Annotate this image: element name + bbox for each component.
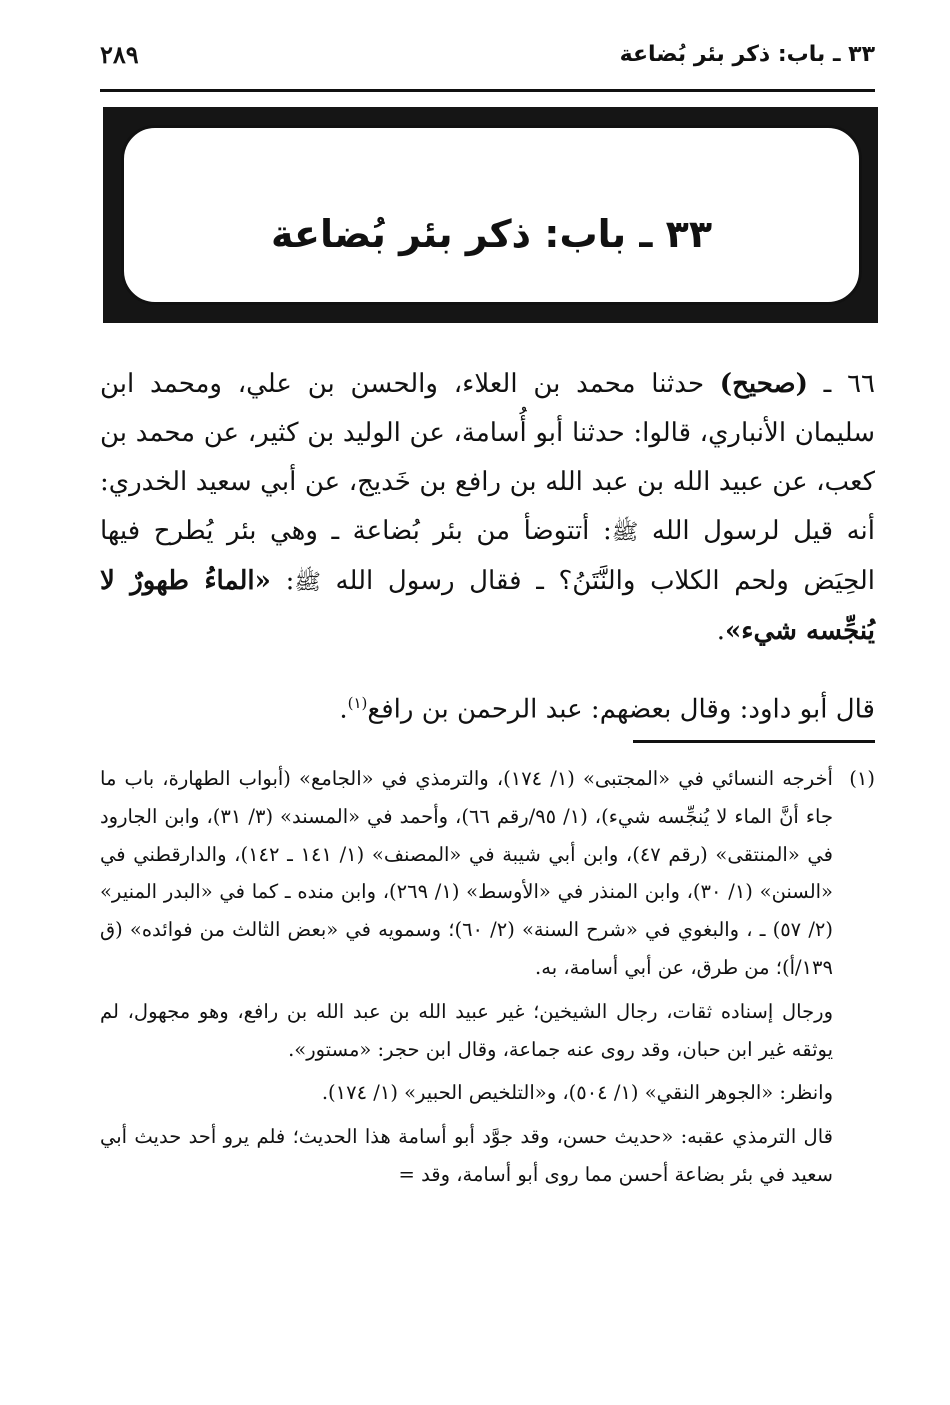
hadith-matn-lead: : bbox=[285, 566, 295, 596]
hadith-grade: (صحيح) bbox=[719, 369, 808, 399]
footnote-paragraph: وانظر: «الجوهر النقي» (١/ ٥٠٤)، و«التلخيص الحبير» (١/ ١٧٤). bbox=[321, 1081, 833, 1105]
footnote-reference[interactable]: (١) bbox=[347, 694, 368, 712]
hadith-end: . bbox=[716, 616, 726, 646]
abu-dawud-end: . bbox=[339, 694, 348, 725]
hadith-question: : أتتوضأ من بئر بُضاعة ـ وهي بئر يُطرح فيها الحِيَض ولحم الكلاب والنَّتَنُ؟ ـ فقال رسول الله bbox=[100, 516, 876, 596]
hadith-matn: «الماءُ طهورٌ لا يُنجِّسه شيء» bbox=[100, 566, 875, 646]
hadith-text bbox=[100, 360, 875, 656]
page-number: ٢٨٩ bbox=[100, 40, 139, 69]
footnote-body bbox=[100, 760, 833, 1194]
header-rule bbox=[100, 89, 875, 92]
footnote-item bbox=[100, 760, 875, 1194]
footnotes bbox=[100, 760, 875, 1194]
running-header bbox=[100, 40, 875, 80]
hadith-isnad: حدثنا محمد بن العلاء، والحسن بن علي، ومحمد ابن سليمان الأنباري، قالوا: حدثنا أبو أُسامة، عن الوليد بن كثير، عن محمد بن كعب، عن عبيد الله بن عبد الله بن رافع بن خَديج، عن أبي سعيد الخدري: أنه قيل لرسول الله bbox=[100, 369, 876, 546]
hadith-number: ٦٦ ـ bbox=[823, 369, 875, 399]
chapter-title-frame bbox=[103, 107, 878, 323]
chapter-title-inner-box bbox=[121, 125, 862, 305]
salawat-mark: ﷺ bbox=[611, 520, 639, 545]
running-title: ٣٣ ـ باب: ذكر بئر بُضاعة bbox=[619, 42, 875, 67]
footnote-marker: (١) bbox=[849, 767, 875, 790]
chapter-title: ٣٣ ـ باب: ذكر بئر بُضاعة bbox=[270, 212, 713, 256]
footnote-paragraph: قال الترمذي عقبه: «حديث حسن، وقد جوَّد أبو أسامة هذا الحديث؛ فلم يرو أحد حديث أبي سعيد في بئر بضاعة أحسن مما روى أبو أسامة، وقد = bbox=[100, 1125, 833, 1186]
footnote-paragraph: أخرجه النسائي في «المجتبى» (١/ ١٧٤)، والترمذي في «الجامع» (أبواب الطهارة، باب ما جاء أنَّ الماء لا يُنجِّسه شيء)، (١/ ٩٥/رقم ٦٦)، وأحمد في «المسند» (٣/ ٣١)، وابن الجارود في «المنتقى» (رقم ٤٧)، وابن أبي شيبة في «المصنف» (١/ ١٤١ ـ ١٤٢)، والدارقطني في «السنن» (١/ ٣٠)، وابن المنذر في «الأوسط» (١/ ٢٦٩)، وابن منده ـ كما في «البدر المنير» (٢/ ٥٧) ـ ، والبغوي في «شرح السنة» (٢/ ٦٠)؛ وسمويه في «بعض الثالث من فوائده» (ق ١٣٩/أ)؛ من طرق، عن أبي أسامة، به. bbox=[100, 767, 833, 979]
abu-dawud-text: قال أبو داود: وقال بعضهم: عبد الرحمن بن رافع bbox=[367, 694, 875, 725]
footnote-separator bbox=[633, 740, 875, 743]
footnote-paragraph: ورجال إسناده ثقات، رجال الشيخين؛ غير عبيد الله بن عبد الله بن رافع، وهو مجهول، لم يوثقه غير ابن حبان، وقد روى عنه جماعة، وقال ابن حجر: «مستور». bbox=[100, 999, 833, 1061]
salawat-mark: ﷺ bbox=[294, 570, 321, 595]
abu-dawud-note bbox=[100, 683, 875, 730]
